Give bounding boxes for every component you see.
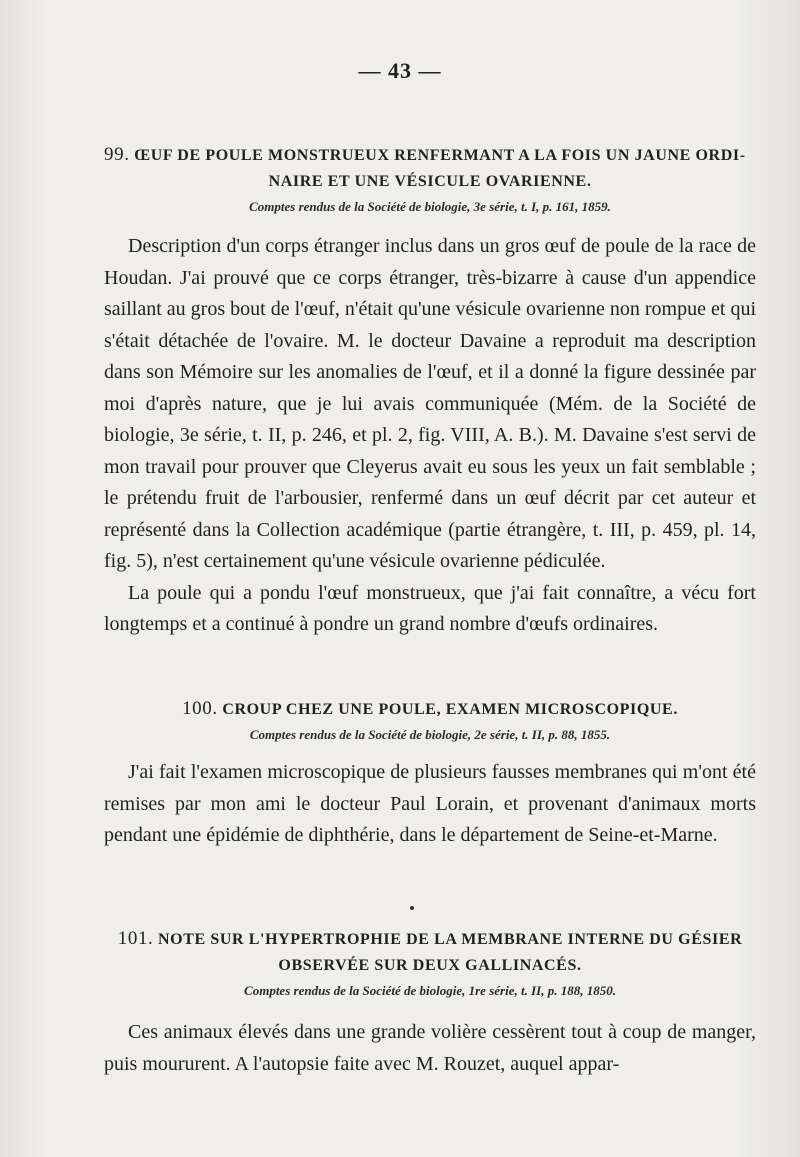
page-number: — 43 — [358, 58, 442, 83]
entry-source: Comptes rendus de la Société de biologie, 3e série, t. I, p. 161, 1859. [249, 199, 611, 214]
entry-title-line2: OBSERVÉE SUR DEUX GALLINACÉS. [278, 957, 582, 974]
entry-paragraph: La poule qui a pondu l'œuf monstrueux, que j'ai fait connaître, a vécu fort longtemps et a continué à pondre un grand nombre d'œufs ordinaires. [104, 581, 756, 635]
entry-title-line1: CROUP CHEZ UNE POULE, EXAMEN MICROSCOPIQUE. [222, 701, 678, 718]
entry-paragraph: Ces animaux élevés dans une grande volière cessèrent tout à coup de manger, puis moururent. A l'autopsie faite avec M. Rouzet, auquel appar- [104, 1021, 756, 1075]
entry-101 [104, 926, 756, 1080]
entry-paragraph: Description d'un corps étranger inclus dans un gros œuf de poule de la race de Houdan. J'ai prouvé que ce corps étranger, très-bizarre à cause d'un appendice saillant au gros bout de l'œuf, n'était qu'une vésicule ovarienne non rompue et qui s'était détachée de l'ovaire. M. le docteur Davaine a reproduit ma description dans son Mémoire sur les anomalies de l'œuf, et il a donné la figure dessinée par moi d'après nature, que je lui avais communiquée (Mém. de la Société de biologie, 3e série, t. II, p. 246, et pl. 2, fig. VIII, A. B.). M. Davaine s'est servi de mon travail pour prouver que Cleyerus avait eu sous les yeux un fait semblable ; le prétendu fruit de l'arbousier, renfermé dans un œuf décrit par cet auteur et représenté dans la Collection académique (partie étrangère, t. III, p. 459, pl. 14, fig. 5), n'est certainement qu'une vésicule ovarienne pédiculée. [104, 235, 756, 572]
entry-source: Comptes rendus de la Société de biologie, 2e série, t. II, p. 88, 1855. [249, 727, 611, 742]
entry-99 [104, 142, 756, 641]
entry-paragraph: J'ai fait l'examen microscopique de plusieurs fausses membranes qui m'ont été remises par mon ami le docteur Paul Lorain, et provenant d'animaux morts pendant une épidémie de diphthérie, dans le département de Seine-et-Marne. [104, 761, 756, 846]
entry-100 [104, 696, 756, 852]
entry-number: 99. [104, 144, 130, 165]
entry-title [104, 926, 756, 953]
entry-number: 100. [182, 698, 218, 719]
entry-title-line1: ŒUF DE POULE MONSTRUEUX RENFERMANT A LA FOIS UN JAUNE ORDI- [134, 147, 746, 164]
separator-dot [410, 906, 414, 910]
entry-title [104, 142, 756, 169]
entry-number: 101. [117, 928, 154, 949]
entry-title [104, 696, 756, 723]
entry-title-line1: NOTE SUR L'HYPERTROPHIE DE LA MEMBRANE INTERNE DU GÉSIER [158, 931, 743, 948]
entry-source: Comptes rendus de la Société de biologie, 1re série, t. II, p. 188, 1850. [244, 983, 616, 998]
entry-title-line2: NAIRE ET UNE VÉSICULE OVARIENNE. [268, 173, 592, 190]
